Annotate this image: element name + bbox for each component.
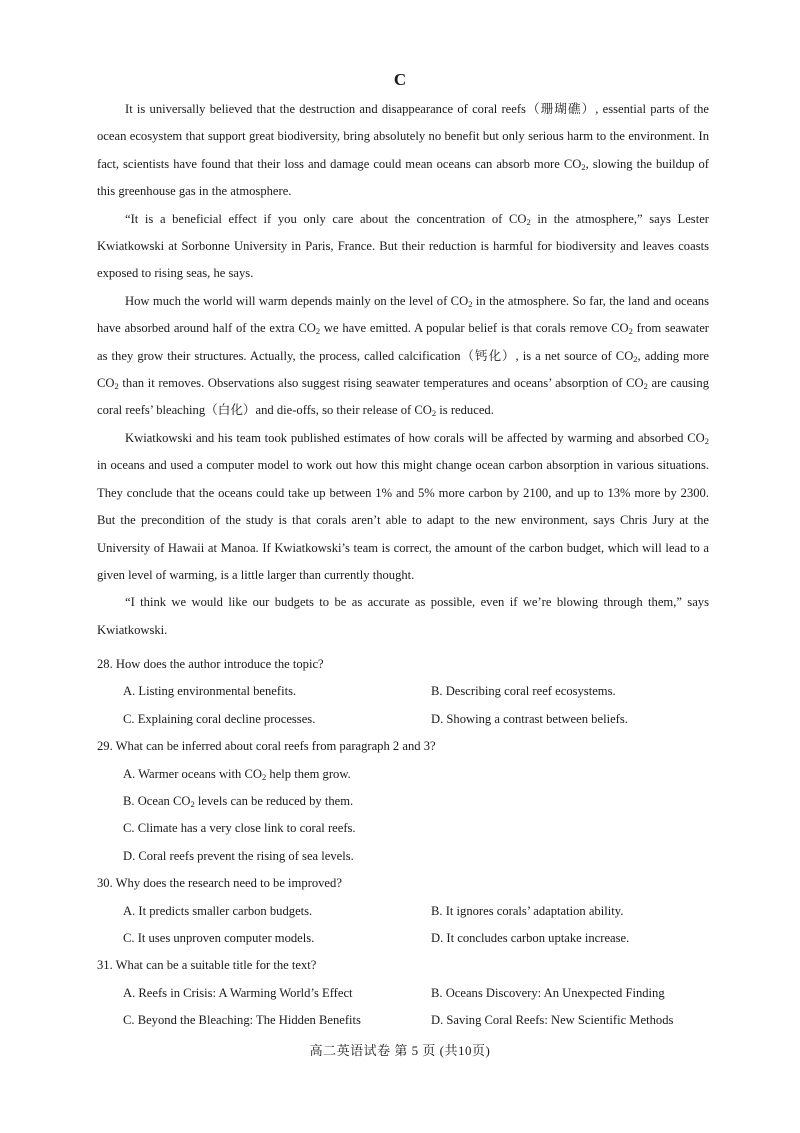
- paragraph-2: “It is a beneficial effect if you only care about the concentration of $CO_2$ in the atmosphere,” says Lester Kwiatkowski at Sorbonne University in Paris, France. But their reduction is harmful for biodiversity and leaves coasts exposed to rising seas, he says.: [97, 211, 709, 281]
- option-a: A. Warmer oceans with $CO_2$ help them grow.: [123, 766, 351, 782]
- option-d: D. Saving Coral Reefs: New Scientific Methods: [431, 1013, 674, 1028]
- paragraph-5: “I think we would like our budgets to be as accurate as possible, even if we’re blowing through them,” says Kwiatkowski.: [97, 595, 709, 637]
- option-a: A. Reefs in Crisis: A Warming World’s Effect: [123, 985, 353, 1000]
- option-b: B. Describing coral reef ecosystems.: [431, 684, 616, 699]
- section-title: C: [393, 70, 407, 89]
- option-c: C. Climate has a very close link to coral reefs.: [123, 821, 356, 836]
- option-d: D. It concludes carbon uptake increase.: [431, 931, 630, 946]
- question-stem: 31. What can be a suitable title for the text?: [97, 958, 317, 973]
- question-list: [97, 651, 709, 1035]
- option-a: A. Listing environmental benefits.: [123, 684, 297, 699]
- reading-passage: [97, 96, 709, 644]
- question-29: [97, 733, 709, 870]
- question-stem: 30. Why does the research need to be improved?: [97, 876, 342, 891]
- paragraph-3: How much the world will warm depends mainly on the level of $CO_2$ in the atmosphere. So far, the land and oceans have absorbed around half of the extra $CO_2$ we have emitted. A popular belief is that corals remove $CO_2$ from seawater as they grow their structures. Actually, the process, called calcification（钙化）, is a net source of $CO_2$, adding more $CO_2$ than it removes. Observations also suggest rising seawater temperatures and oceans’ absorption of $CO_2$ are causing coral reefs’ bleaching（白化）and die-offs, so their release of $CO_2$ is reduced.: [97, 293, 710, 419]
- question-31: [97, 952, 709, 1034]
- option-b: B. Oceans Discovery: An Unexpected Finding: [431, 985, 665, 1000]
- option-group: [97, 761, 709, 871]
- option-a: A. It predicts smaller carbon budgets.: [123, 903, 313, 918]
- question-28: [97, 651, 709, 733]
- paragraph-4: Kwiatkowski and his team took published estimates of how corals will be affected by warming and absorbed $CO_2$ in oceans and used a computer model to work out how this might change ocean carbon absorption in various situations. They conclude that the oceans could take up between 1% and 5% more carbon by 2100, and up to 13% more by 2300. But the precondition of the study is that corals aren’t able to adapt to the new environment, says Chris Jury at the University of Hawaii at Manoa. If Kwiatkowski’s team is correct, the amount of the carbon budget, which will lead to a given level of warming, is a little larger than currently thought.: [97, 430, 709, 582]
- option-d: D. Showing a contrast between beliefs.: [431, 711, 628, 726]
- question-30: [97, 870, 709, 952]
- option-b: B. It ignores corals’ adaptation ability.: [431, 903, 624, 918]
- option-group: [97, 678, 709, 733]
- option-c: C. Beyond the Bleaching: The Hidden Benefits: [123, 1013, 361, 1028]
- question-stem: 28. How does the author introduce the topic?: [97, 657, 324, 671]
- option-group: [97, 980, 709, 1035]
- paragraph-1: It is universally believed that the destruction and disappearance of coral reefs（珊瑚礁）, essential parts of the ocean ecosystem that support great biodiversity, bring absolutely no benefit but only serious harm to the environment. In fact, scientists have found that their loss and damage could mean oceans can absorb more $CO_2$, slowing the buildup of this greenhouse gas in the atmosphere.: [97, 102, 709, 199]
- option-b: B. Ocean $CO_2$ levels can be reduced by them.: [123, 794, 354, 810]
- option-group: [97, 898, 709, 953]
- option-d: D. Coral reefs prevent the rising of sea levels.: [123, 848, 354, 863]
- option-c: C. Explaining coral decline processes.: [123, 711, 316, 726]
- question-stem: 29. What can be inferred about coral reefs from paragraph 2 and 3?: [97, 739, 436, 754]
- option-c: C. It uses unproven computer models.: [123, 931, 315, 946]
- page-footer: 高二英语试卷 第 5 页 (共10页): [309, 1043, 491, 1058]
